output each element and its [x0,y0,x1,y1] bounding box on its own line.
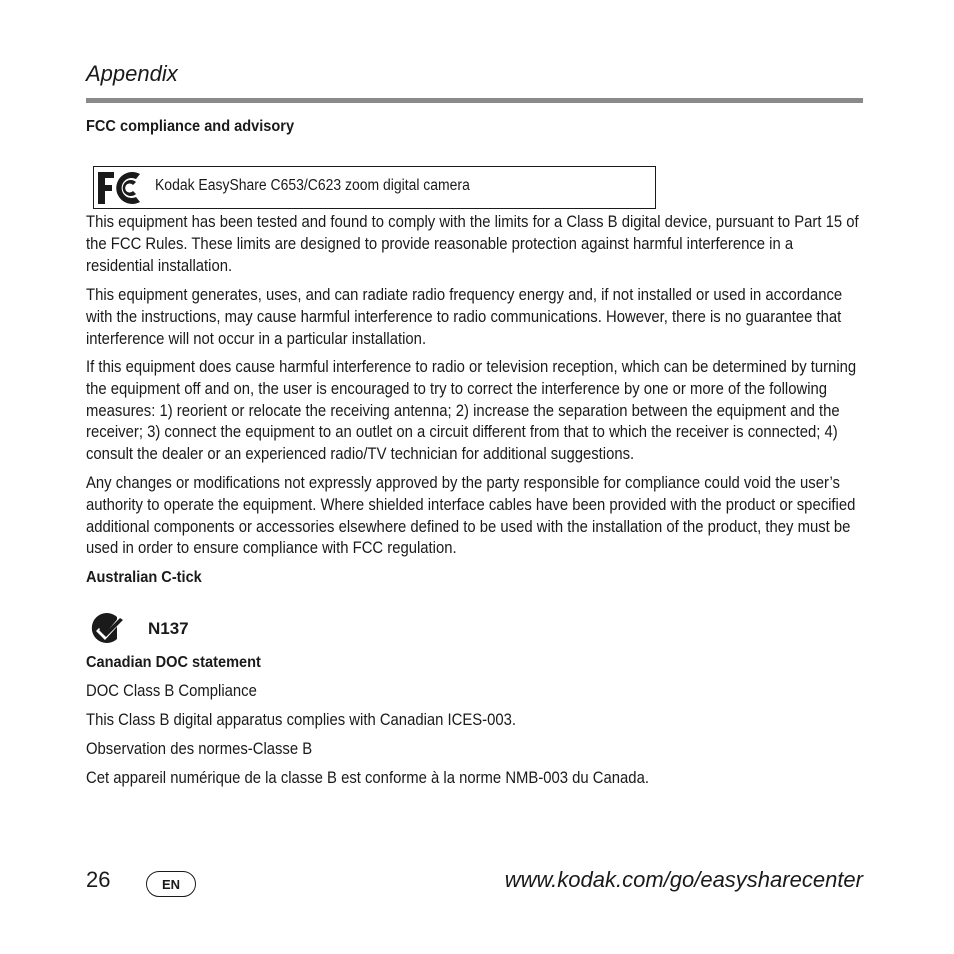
footer-url-link[interactable]: www.kodak.com/go/easysharecenter [504,867,863,892]
canada-line-3: Observation des normes-Classe B [86,740,313,758]
australia-heading: Australian C-tick [86,569,202,586]
canada-line-1: DOC Class B Compliance [86,682,257,700]
fcc-paragraph-2: This equipment generates, uses, and can radiate radio frequency energy and, if not installed or used in accordance with the instructions, may cause harmful interference to radio communications. However, there is no guarantee that interference will not occur in a particular installation. [86,286,843,348]
fcc-heading: FCC compliance and advisory [86,118,295,135]
fcc-paragraph-3: If this equipment does cause harmful interference to radio or television reception, which can be determined by turning the equipment off and on, the user is encouraged to try to correct the interference by one or more of the following measures: 1) reorient or relocate the receiving antenna; 2) increase the separation between the equipment and the receiver; 3) connect the equipment to an outlet on a circuit different from that to which the receiver is connected; 4) consult the dealer or an experienced radio/TV technician for additional suggestions. [86,358,857,464]
fcc-product-name: Kodak EasyShare C653/C623 zoom digital camera [155,177,470,194]
language-badge: EN [146,871,196,897]
canada-line-2: This Class B digital apparatus complies with Canadian ICES-003. [86,711,517,729]
header-rule [86,98,863,103]
canada-heading: Canadian DOC statement [86,654,261,671]
fcc-paragraph-4: Any changes or modifications not expressly approved by the party responsible for compliance could void the user’s authority to operate the equipment. Where shielded interface cables have been provided with the product or specified additional components or accessories elsewhere defined to be used with the installation of the product, they must be used in order to ensure compliance with FCC regulation. [86,474,856,558]
c-tick-icon [90,612,126,644]
section-title: Appendix [86,61,178,86]
c-tick-code: N137 [148,619,189,638]
fcc-paragraph-1: This equipment has been tested and found to comply with the limits for a Class B digital device, pursuant to Part 15 of the FCC Rules. These limits are designed to provide reasonable protection against harmful interference in a residential installation. [86,213,859,275]
canada-line-4: Cet appareil numérique de la classe B est conforme à la norme NMB-003 du Canada. [86,769,649,787]
fcc-logo-icon [96,170,142,206]
page-number: 26 [86,867,111,892]
